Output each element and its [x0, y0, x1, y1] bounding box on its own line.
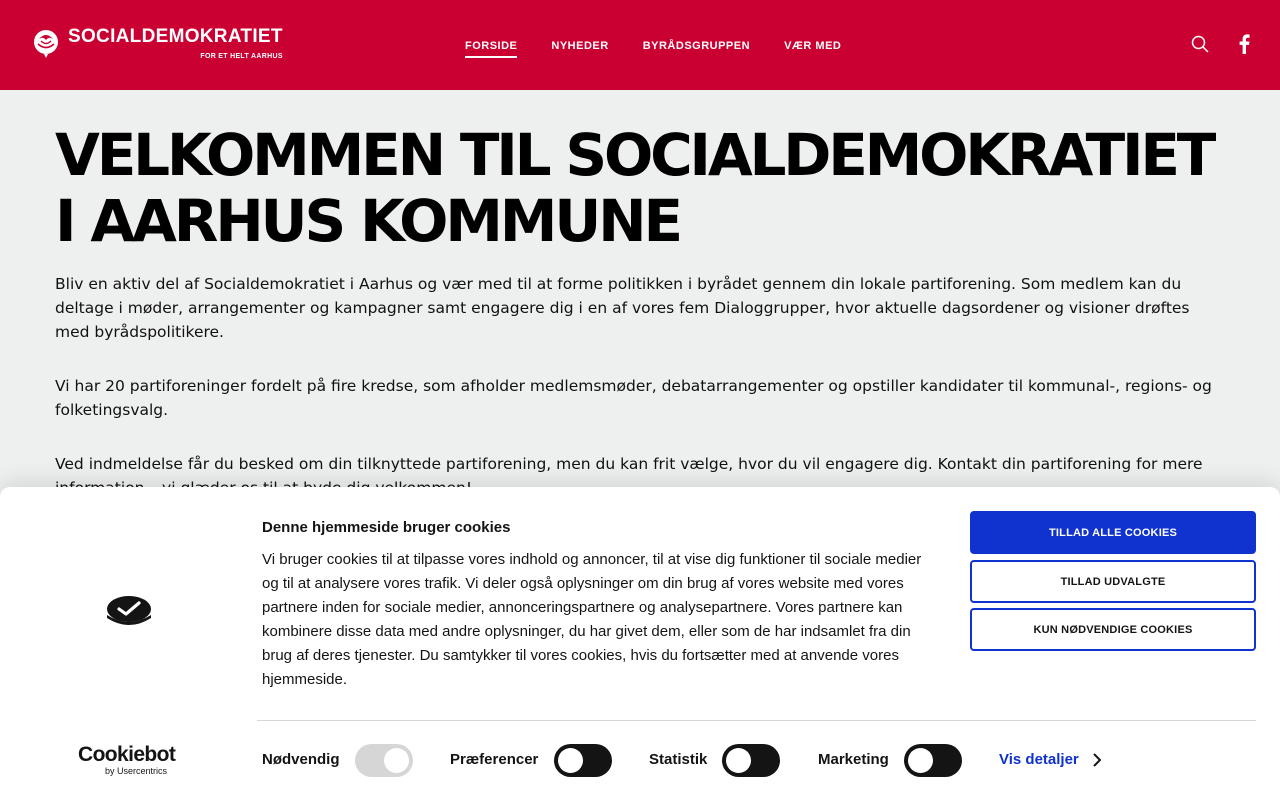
- logo-name: SOCIALDEMOKRATIET: [68, 26, 283, 47]
- show-details-link[interactable]: [999, 751, 1101, 768]
- toggle-knob: [558, 748, 583, 773]
- allow-selected-button[interactable]: TILLAD UDVALGTE: [970, 560, 1256, 603]
- nav-item-nyheder[interactable]: NYHEDER: [551, 40, 609, 52]
- site-logo[interactable]: [30, 27, 283, 60]
- toggle-statistics[interactable]: [722, 744, 780, 777]
- membership-paragraph: Ved indmeldelse får du besked om din tilknyttede partiforening, men du kan frit vælge, hvor du vil engagere dig. Kontakt din partiforening for mere: [55, 455, 1203, 473]
- logo-tagline: FOR ET HELT AARHUS: [200, 53, 283, 60]
- intro-paragraph: Bliv en aktiv del af Socialdemokratiet i Aarhus og vær med til at forme politikken i byrådet gennem din lokale partiforening. Som medlem kan du deltage i møder, arrangementer og kampagner samt engagere dig i en af vores fem Dialoggrupper, hvor aktuelle dagsordener og visioner drøftes med byrådspolitikere.: [55, 275, 1190, 341]
- allow-all-cookies-button[interactable]: TILLAD ALLE COOKIES: [970, 511, 1256, 554]
- toggle-label-statistics: Statistik: [649, 751, 708, 768]
- cookie-title: Denne hjemmeside bruger cookies: [262, 519, 511, 536]
- nav-item-forside[interactable]: FORSIDE: [465, 40, 517, 58]
- site-header: [0, 0, 1280, 90]
- nav-item-vaer-med[interactable]: VÆR MED: [784, 40, 842, 52]
- rose-logo-icon: [30, 27, 62, 59]
- toggle-label-preferences: Præferencer: [450, 751, 539, 768]
- cookiebot-logo-icon: [106, 595, 152, 631]
- toggle-necessary: [355, 744, 413, 777]
- cookie-divider: [257, 720, 1256, 721]
- page-title: VELKOMMEN TIL SOCIALDEMOKRATIET I AARHUS KOMMUNE: [55, 121, 1214, 255]
- toggle-label-marketing: Marketing: [818, 751, 889, 768]
- toggle-marketing[interactable]: [904, 744, 962, 777]
- necessary-only-button[interactable]: KUN NØDVENDIGE COOKIES: [970, 608, 1256, 651]
- cookiebot-brand-name: Cookiebot: [78, 743, 176, 766]
- nav-item-byraadsgruppen[interactable]: BYRÅDSGRUPPEN: [642, 40, 751, 52]
- show-details-label: Vis detaljer: [999, 751, 1079, 768]
- associations-paragraph: Vi har 20 partiforeninger fordelt på fire kredse, som afholder medlemsmøder, debatarrangementer og opstiller kandidater til kommunal-, regions- og folketingsvalg.: [55, 377, 1212, 419]
- toggle-preferences[interactable]: [554, 744, 612, 777]
- cookie-description: Vi bruger cookies til at tilpasse vores indhold og annoncer, til at vise dig funktioner til sociale medier og til at analysere vores trafik. Vi deler også oplysninger om din brug af vores website med vores partnere inden for sociale medier, annonceringspartnere og analysepartnere. Vores partnere kan kombinere disse data med andre oplysninger, du har givet dem, eller som de har indsamlet fra din brug af deres tjenester. Du samtykker til vores cookies, hvis du fortsætter med at anvende vores hjemmeside.: [262, 551, 922, 688]
- main-nav: [465, 40, 841, 58]
- main-content: [55, 122, 1225, 500]
- toggle-knob: [908, 748, 933, 773]
- cookiebot-brand[interactable]: [78, 744, 175, 776]
- toggle-label-necessary: Nødvendig: [262, 751, 340, 768]
- search-icon[interactable]: [1190, 34, 1210, 54]
- toggle-knob: [384, 748, 409, 773]
- cookiebot-brand-sub: by Usercentrics: [105, 766, 168, 776]
- facebook-icon[interactable]: [1235, 34, 1255, 54]
- chevron-right-icon: [1093, 753, 1101, 767]
- toggle-knob: [726, 748, 751, 773]
